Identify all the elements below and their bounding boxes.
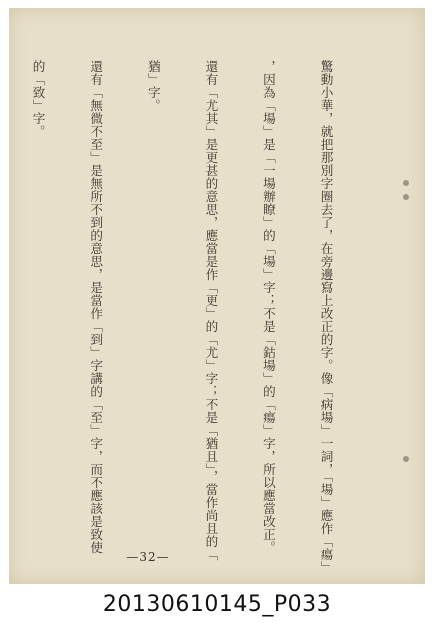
- text-line-4: 猶」字。: [145, 60, 161, 112]
- binding-hole: [403, 456, 409, 462]
- text-line-5: 還有「無微不至」是無所不到的意思，是當作「到」字講的「至」字，而不應該是致使: [88, 60, 104, 554]
- file-id-caption: 20130610145_P033: [102, 592, 332, 617]
- text-line-3: 還有「尤其」是更甚的意思，應當是作「更」的「尤」字；不是「猶且」，當作尚且的「: [203, 60, 219, 561]
- page-number: —32—: [126, 550, 170, 564]
- binding-hole: [403, 180, 409, 186]
- text-line-2: ，因為「場」是「一場辦瞭」的「場」字；不是「鈷場」的「瘍」字，所以應當改正。: [260, 60, 276, 554]
- text-line-6: 的「致」字。: [30, 60, 46, 138]
- paper-page: [9, 8, 425, 584]
- binding-hole: [403, 194, 409, 200]
- text-line-1: 驚動小華，就把那別字圈去了，在旁邊寫上改正的字。像「病場」一詞，「場」應作「瘍」: [318, 60, 334, 574]
